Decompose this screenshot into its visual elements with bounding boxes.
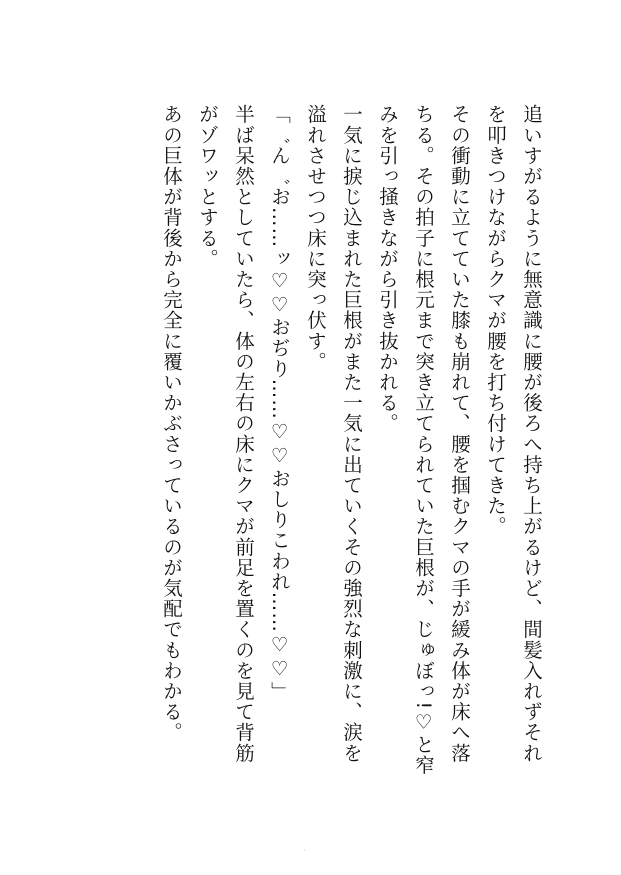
text-column-11: あの巨体が背後から完全に覆いかぶさっているのが気配でもわかる。 (160, 104, 183, 743)
text-column-8: 「゛ん゛お……ッ♡♡おぢり……♡♡おしりこわれ……♡♡」 (268, 104, 291, 702)
text-column-7: 溢れさせつつ床に突っ伏す。 (304, 104, 327, 372)
text-column-6: 一気に捩じ込まれた巨根がまた一気に出ていくその強烈な刺激に、涙を (340, 104, 363, 764)
text-column-1: 追いすがるように無意識に腰が後ろへ持ち上がるけど、間髪入れずそれ (520, 104, 543, 764)
text-column-9: 半ば呆然としていたら、体の左右の床にクマが前足を置くのを見て背筋 (232, 104, 255, 764)
text-column-2: を叩きつけながらクマが腰を打ち付けてきた。 (484, 104, 507, 537)
text-column-3: その衝動に立てていた膝も崩れて、腰を掴むクマの手が緩み体が床へ落 (448, 104, 471, 764)
text-column-10: がゾワッとする。 (196, 104, 219, 269)
vertical-text-body (153, 104, 549, 804)
page-mark: · (303, 846, 306, 856)
text-column-4: ちる。その拍子に根元まで突き立てられていた巨根が、じゅぼっ!♡と窄 (412, 104, 435, 776)
text-column-5: みを引っ掻きながら引き抜かれる。 (376, 104, 399, 434)
